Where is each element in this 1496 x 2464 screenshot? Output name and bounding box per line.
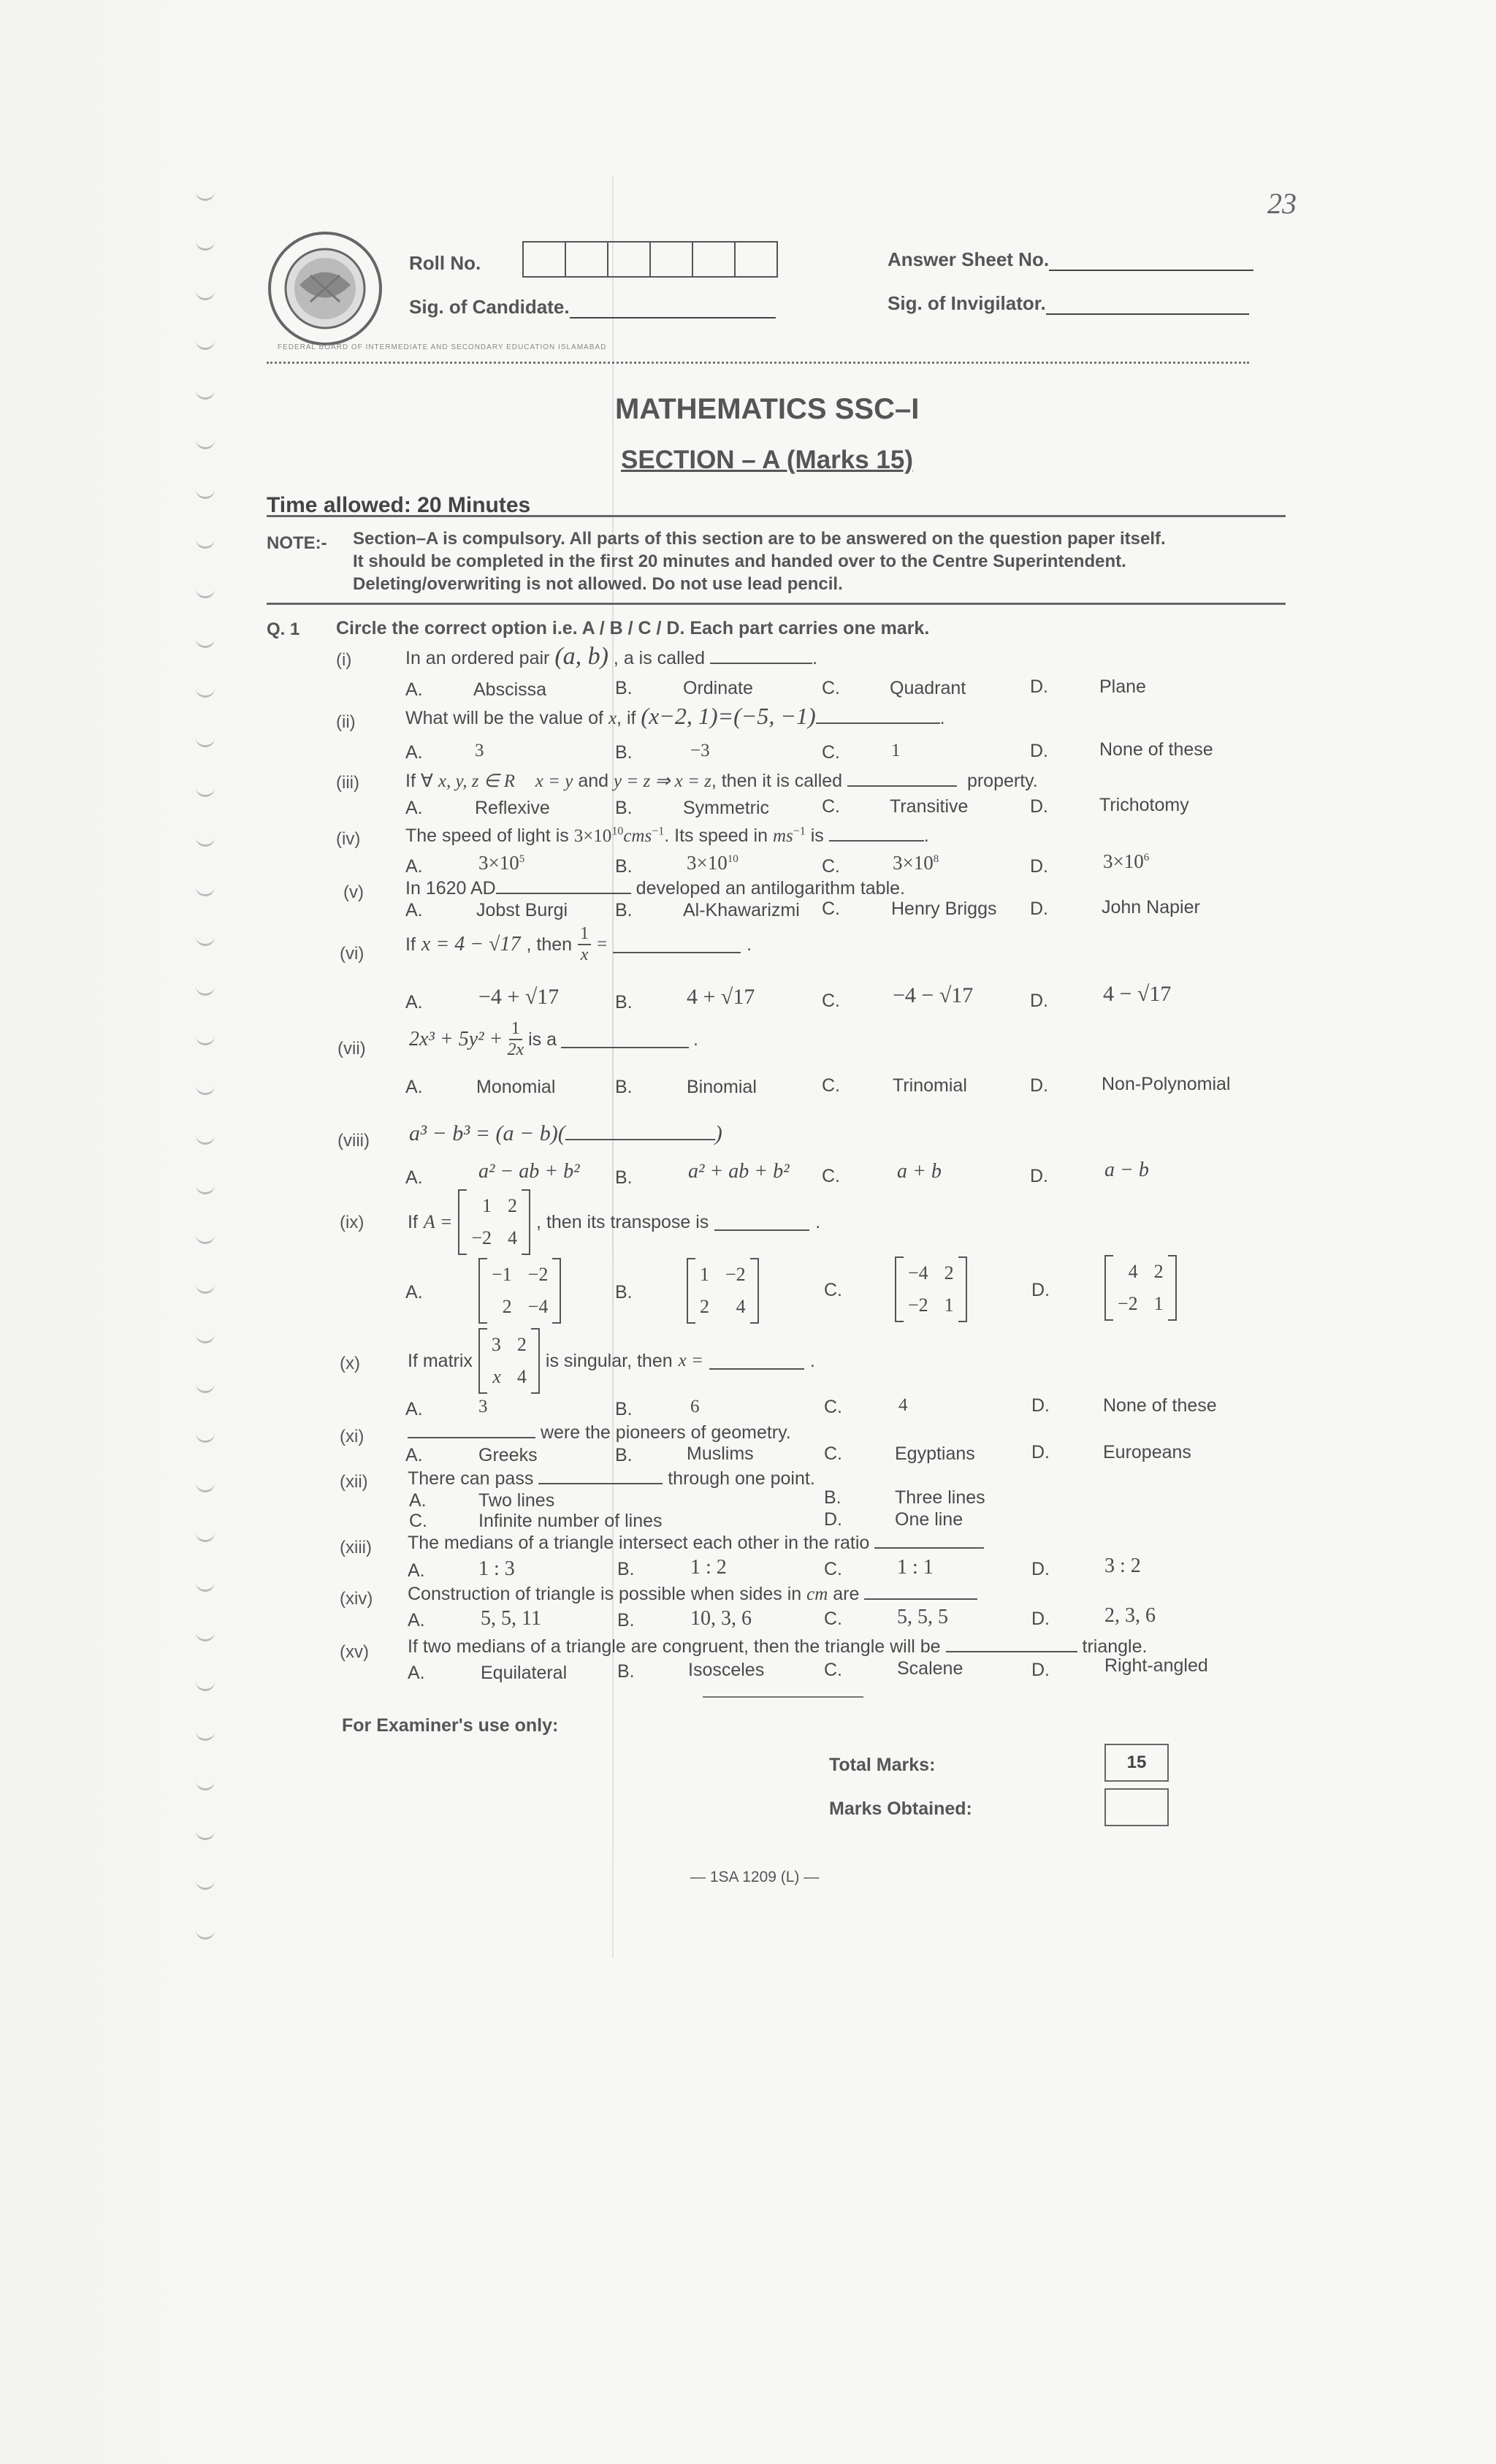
end-rule [703, 1696, 863, 1698]
option-text[interactable]: Right-angled [1104, 1655, 1208, 1676]
note-label: NOTE:- [267, 533, 327, 553]
option-text[interactable]: 2, 3, 6 [1104, 1604, 1156, 1627]
option-text[interactable]: −4 + √17 [478, 985, 560, 1009]
option-text[interactable]: Two lines [478, 1490, 555, 1511]
option-letter[interactable]: A. [405, 1077, 423, 1097]
question-num: (ix) [340, 1213, 365, 1232]
option-text[interactable]: a² − ab + b² [478, 1160, 580, 1183]
option-matrix[interactable]: −1 −2 2 −4 [478, 1258, 561, 1329]
paper-code: — 1SA 1209 (L) — [690, 1869, 820, 1885]
option-letter[interactable]: C. [824, 1559, 842, 1579]
option-letter[interactable]: A. [405, 1282, 423, 1302]
option-text[interactable]: a² + ab + b² [688, 1160, 790, 1183]
option-text[interactable]: None of these [1103, 1395, 1217, 1416]
option-letter[interactable]: B. [615, 798, 633, 818]
option-text[interactable]: 3 : 2 [1104, 1555, 1141, 1577]
option-letter[interactable]: A. [408, 1663, 425, 1683]
header-divider [267, 362, 1249, 364]
option-text[interactable]: Trichotomy [1099, 795, 1189, 815]
option-text[interactable]: 4 + √17 [687, 985, 755, 1009]
question-text: There can pass through one point. [408, 1468, 815, 1489]
option-text[interactable]: $3\times 10^6$ [1103, 850, 1150, 872]
question-num: (x) [340, 1354, 360, 1373]
option-text[interactable]: Greeks [478, 1445, 538, 1465]
question-text: What will be the value of x, if (x−2, 1)=(−5, −1) . [405, 703, 945, 729]
option-letter[interactable]: D. [1030, 991, 1048, 1011]
option-letter[interactable]: D. [1031, 1395, 1050, 1416]
answer-sheet-label: Answer Sheet No. [888, 248, 1253, 271]
option-text[interactable]: Scalene [897, 1658, 963, 1679]
question-text: If x = 4 − √17 , then $\frac{1}{x}$ = . [405, 924, 752, 964]
question-num: (ii) [336, 712, 356, 732]
question-text: In 1620 AD developed an antilogarithm table. [405, 878, 905, 899]
option-letter[interactable]: D. [824, 1509, 842, 1530]
option-letter[interactable]: A. [405, 1445, 423, 1465]
option-text[interactable]: Isosceles [688, 1660, 765, 1680]
option-letter[interactable]: A. [408, 1560, 425, 1581]
question-text: If ∀ x, y, z ∈ R x = y and y = z ⇒ x = z, then it is called property. [405, 771, 1038, 791]
option-text[interactable]: a − b [1104, 1159, 1149, 1181]
option-text[interactable]: Transitive [890, 796, 969, 817]
option-letter[interactable]: B. [615, 1445, 633, 1465]
option-text[interactable]: Jobst Burgi [476, 900, 568, 920]
option-letter[interactable]: B. [615, 1077, 633, 1097]
option-letter[interactable]: A. [405, 900, 423, 920]
option-letter[interactable]: D. [1030, 899, 1048, 919]
option-letter[interactable]: B. [615, 678, 633, 698]
option-text[interactable]: −3 [690, 741, 710, 760]
question-num: (iv) [336, 829, 361, 849]
option-text[interactable]: 1 : 3 [478, 1557, 515, 1580]
examiner-label: For Examiner's use only: [342, 1715, 559, 1736]
question-instruction: Circle the correct option i.e. A / B / C / D. Each part carries one mark. [336, 618, 930, 638]
option-letter[interactable]: D. [1030, 741, 1048, 761]
option-letter[interactable]: D. [1030, 856, 1048, 877]
option-text[interactable]: 10, 3, 6 [690, 1607, 752, 1630]
option-text[interactable]: Ordinate [683, 678, 753, 698]
option-text[interactable]: One line [895, 1509, 963, 1530]
handwritten-page-number: 23 [1267, 187, 1297, 220]
question-num: (i) [336, 650, 352, 670]
option-text[interactable]: Henry Briggs [891, 899, 997, 919]
option-letter[interactable]: D. [1030, 1166, 1048, 1186]
note-text: Section–A is compulsory. All parts of this section are to be answered on the question paper itself. It should be completed in the first 20 minutes and handed over to the Centre Superintendent. Deleting/overwriting is not allowed. Do not use lead pencil. [353, 529, 1166, 594]
option-letter[interactable]: A. [405, 679, 423, 700]
option-letter[interactable]: D. [1030, 796, 1048, 817]
option-letter[interactable]: D. [1031, 1559, 1050, 1579]
total-marks-label: Total Marks: [829, 1755, 936, 1775]
question-num: (xv) [340, 1642, 369, 1662]
option-letter[interactable]: A. [405, 1167, 423, 1188]
option-matrix[interactable]: 1 −2 2 4 [687, 1258, 759, 1329]
option-letter[interactable]: C. [822, 742, 840, 763]
option-text[interactable]: 4 − √17 [1103, 982, 1172, 1006]
question-text: If two medians of a triangle are congruent, then the triangle will be triangle. [408, 1636, 1148, 1657]
option-letter[interactable]: A. [405, 1399, 423, 1419]
option-text[interactable]: Non-Polynomial [1102, 1074, 1231, 1094]
question-num: (xi) [340, 1427, 365, 1446]
option-text[interactable]: Binomial [687, 1077, 757, 1097]
page-title: MATHEMATICS SSC–I [615, 393, 920, 425]
option-text[interactable]: Egyptians [895, 1443, 975, 1464]
option-letter[interactable]: D. [1031, 1609, 1050, 1629]
option-letter[interactable]: D. [1031, 1660, 1050, 1680]
option-text[interactable]: 3 [475, 741, 484, 760]
option-letter[interactable]: A. [408, 1610, 425, 1630]
option-text[interactable]: $3\times 10^8$ [893, 852, 939, 874]
option-letter[interactable]: D. [1031, 1280, 1050, 1300]
option-letter[interactable]: B. [617, 1610, 635, 1630]
option-letter[interactable]: B. [615, 856, 633, 877]
question-text: The medians of a triangle intersect each other in the ratio [408, 1531, 984, 1554]
question-num: (v) [343, 882, 364, 902]
option-letter[interactable]: B. [617, 1559, 635, 1579]
option-text[interactable]: Abscissa [473, 679, 547, 700]
option-text[interactable]: −4 − √17 [893, 983, 974, 1007]
option-letter[interactable]: A. [405, 992, 423, 1012]
option-text[interactable]: 5, 5, 5 [897, 1606, 948, 1628]
question-num: (iii) [336, 773, 359, 793]
option-text[interactable]: Equilateral [481, 1663, 568, 1683]
option-letter[interactable]: C. [824, 1660, 842, 1680]
option-text[interactable]: John Napier [1102, 897, 1200, 918]
option-text[interactable]: 1 : 1 [897, 1556, 934, 1579]
option-letter[interactable]: C. [824, 1280, 842, 1300]
question-num: (vii) [337, 1039, 366, 1059]
option-letter[interactable]: C. [822, 796, 840, 817]
question-number: Q. 1 [267, 619, 300, 639]
option-letter[interactable]: D. [1030, 1075, 1048, 1096]
candidate-signature-label: Sig. of Candidate. [409, 296, 776, 319]
option-matrix[interactable]: −4 2 −2 1 [895, 1256, 967, 1327]
option-letter[interactable]: B. [615, 992, 633, 1012]
option-text[interactable]: None of these [1099, 739, 1213, 760]
option-text[interactable]: Muslims [687, 1443, 754, 1464]
option-letter[interactable]: C. [824, 1609, 842, 1629]
option-text[interactable]: Symmetric [683, 798, 770, 818]
marks-obtained-box[interactable] [1104, 1788, 1169, 1826]
option-matrix[interactable]: 4 2 −2 1 [1104, 1255, 1177, 1326]
option-text[interactable]: Infinite number of lines [478, 1511, 663, 1531]
option-text[interactable]: Quadrant [890, 678, 966, 698]
option-text[interactable]: 5, 5, 11 [481, 1607, 541, 1630]
option-text[interactable]: 1 [891, 741, 901, 760]
option-text[interactable]: Trinomial [893, 1075, 967, 1096]
option-text[interactable]: $3\times 10^5$ [478, 852, 525, 874]
question-num: (xii) [340, 1472, 368, 1492]
logo-caption: FEDERAL BOARD OF INTERMEDIATE AND SECONDARY EDUCATION ISLAMABAD [278, 343, 607, 351]
option-letter[interactable]: B. [617, 1661, 635, 1682]
option-letter[interactable]: A. [405, 742, 423, 763]
option-text[interactable]: Plane [1099, 676, 1146, 697]
option-letter[interactable]: C. [822, 991, 840, 1011]
option-letter[interactable]: C. [822, 899, 840, 919]
roll-no-label: Roll No. [409, 252, 481, 274]
option-letter[interactable]: C. [409, 1511, 427, 1531]
question-text: a³ − b³ = (a − b)( ) [409, 1121, 722, 1145]
option-letter[interactable]: C. [822, 1166, 840, 1186]
question-num: (xiii) [340, 1538, 372, 1557]
question-text: In an ordered pair (a, b) , a is called . [405, 643, 817, 670]
question-text: Construction of triangle is possible when sides in cm are [408, 1582, 977, 1605]
page-margin [0, 0, 263, 2464]
option-letter[interactable]: B. [615, 742, 633, 763]
marks-obtained-label: Marks Obtained: [829, 1799, 972, 1819]
total-marks-box: 15 [1104, 1744, 1169, 1782]
option-text[interactable]: Three lines [895, 1487, 985, 1508]
option-letter[interactable]: C. [824, 1443, 842, 1464]
option-text[interactable]: Monomial [476, 1077, 556, 1097]
roll-no-boxes[interactable] [522, 241, 778, 278]
question-text: The speed of light is $3\times 10^{10}cms^{-1}$. Its speed in $ms^{-1}$ is . [405, 825, 929, 846]
option-text[interactable]: 4 [898, 1395, 908, 1415]
question-text: 2x³ + 5y² + $\frac{1}{2x}$ is a . [409, 1019, 698, 1059]
time-allowed: Time allowed: 20 Minutes [267, 493, 531, 517]
option-letter[interactable]: B. [615, 1399, 633, 1419]
option-letter[interactable]: A. [405, 798, 423, 818]
question-text: If matrix 3 2 x 4 is singular, then x = . [408, 1328, 815, 1394]
question-num: (xiv) [340, 1589, 373, 1609]
option-letter[interactable]: B. [824, 1487, 842, 1508]
option-text[interactable]: Al-Khawarizmi [683, 900, 800, 920]
question-num: (vi) [340, 944, 365, 964]
question-num: (viii) [337, 1131, 370, 1151]
note-rule [267, 603, 1286, 605]
invigilator-signature-label: Sig. of Invigilator. [888, 292, 1249, 315]
board-logo [267, 230, 383, 347]
option-letter[interactable]: B. [615, 900, 633, 920]
option-letter[interactable]: B. [615, 1282, 633, 1302]
option-text[interactable]: Reflexive [475, 798, 550, 818]
option-letter[interactable]: C. [824, 1397, 842, 1417]
option-text[interactable]: a + b [897, 1160, 942, 1183]
option-text[interactable]: 3 [478, 1397, 488, 1416]
section-title: SECTION – A (Marks 15) [621, 446, 914, 474]
option-letter[interactable]: C. [822, 678, 840, 698]
question-text: If A = 1 2 −2 4 , then its transpose is . [408, 1189, 820, 1255]
option-letter[interactable]: B. [615, 1167, 633, 1188]
question-text: were the pioneers of geometry. [408, 1421, 791, 1443]
option-text[interactable]: Europeans [1103, 1442, 1191, 1462]
option-text[interactable]: 1 : 2 [690, 1556, 727, 1579]
option-letter[interactable]: D. [1031, 1442, 1050, 1462]
option-letter[interactable]: A. [405, 856, 423, 877]
option-text[interactable]: 6 [690, 1397, 700, 1416]
option-letter[interactable]: C. [822, 856, 840, 877]
option-letter[interactable]: C. [822, 1075, 840, 1096]
option-letter[interactable]: A. [409, 1490, 427, 1511]
option-text[interactable]: $3\times 10^{10}$ [687, 852, 739, 874]
option-letter[interactable]: D. [1030, 676, 1048, 697]
page-fold-line [612, 175, 614, 1958]
title-rule [267, 515, 1286, 517]
